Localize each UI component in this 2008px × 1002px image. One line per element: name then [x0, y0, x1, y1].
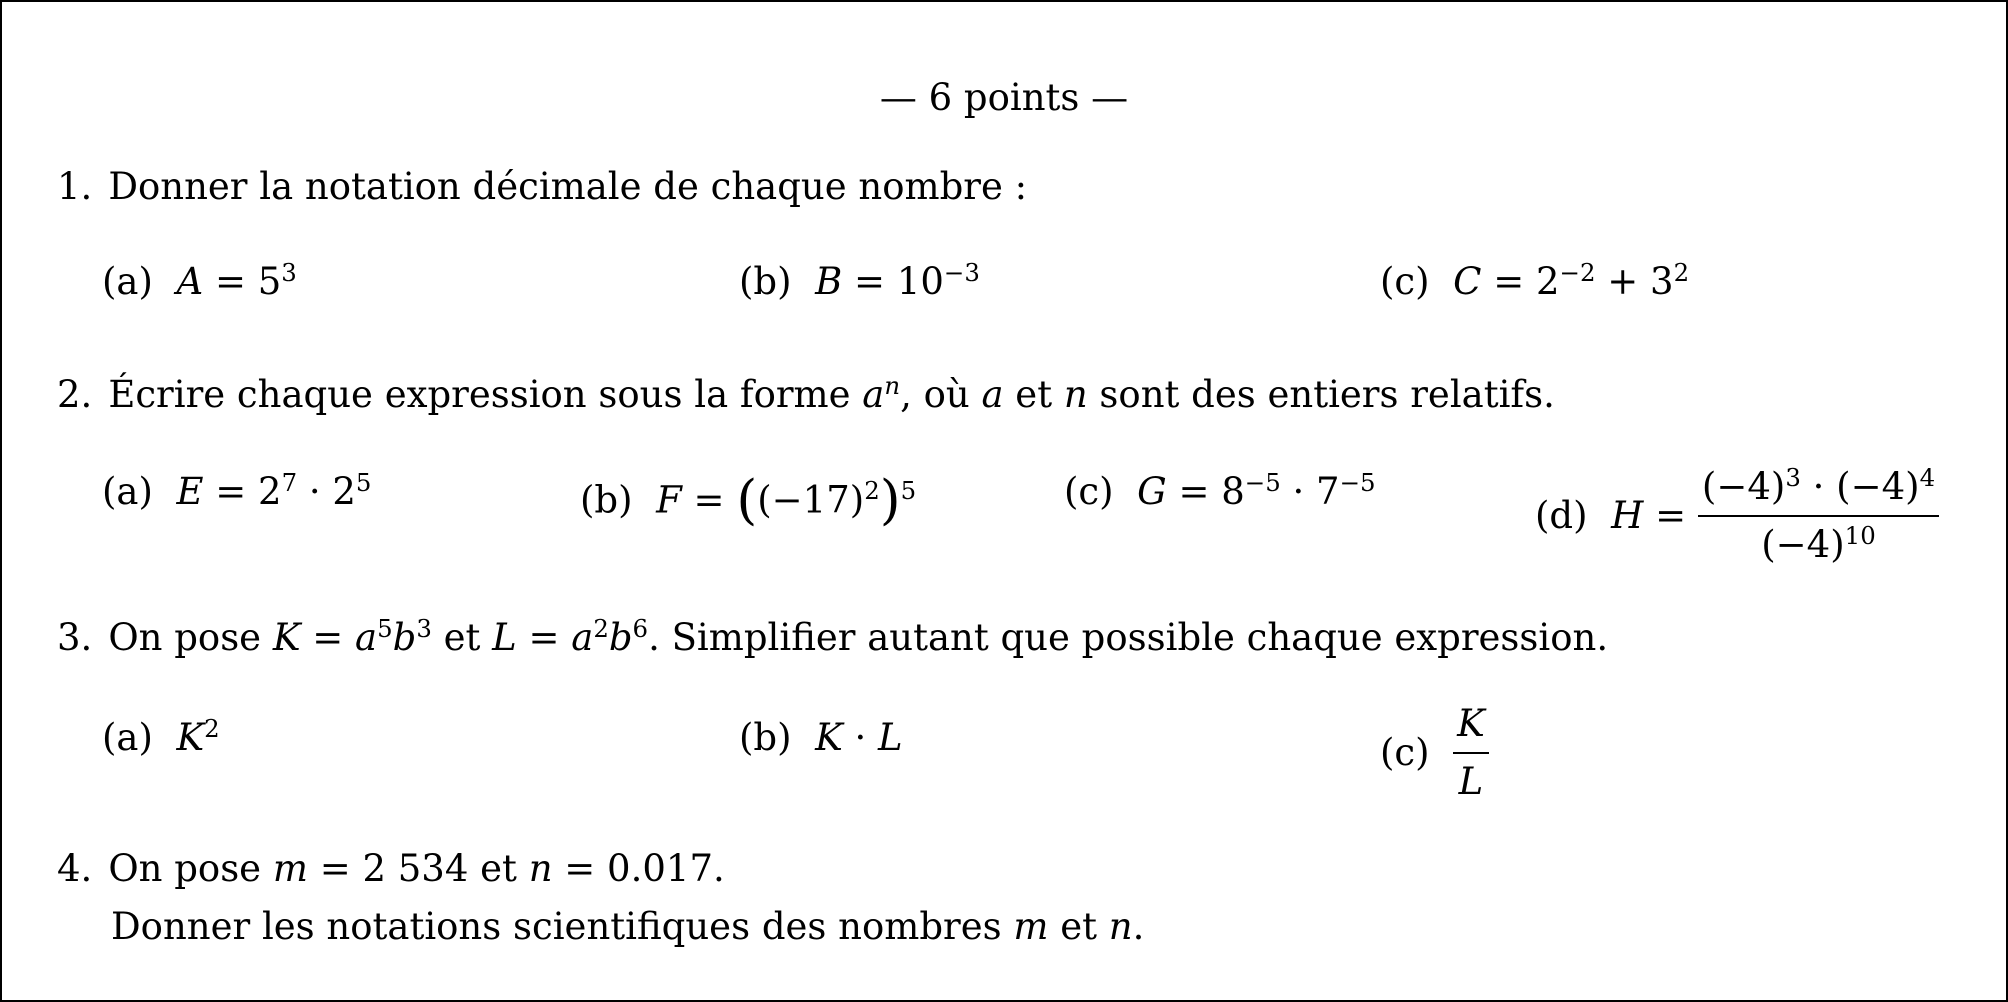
q1-item-b [739, 257, 980, 303]
question-4-line-2 [111, 905, 1145, 948]
q3-item-b [739, 716, 903, 759]
math-var: a [571, 616, 594, 659]
item-label: (a) [102, 716, 153, 759]
question-4-number: 4. [57, 847, 93, 890]
item-label: (c) [1064, 470, 1114, 513]
math-text: + 3 [1595, 260, 1674, 303]
math-var: b [392, 616, 417, 659]
q1-item-a [102, 257, 297, 303]
math-var: E [176, 470, 204, 513]
right-paren: ) [879, 468, 901, 531]
question-1 [57, 165, 1028, 208]
exponent: 3 [1785, 462, 1801, 492]
points-header: — 6 points — [879, 76, 1129, 119]
math-var: H [1611, 494, 1644, 538]
item-label: (a) [102, 470, 153, 513]
math-var: K [176, 716, 205, 759]
exponent: 2 [1673, 257, 1690, 287]
question-4-text: = 0.017. [552, 847, 725, 890]
question-3-text: On pose [108, 616, 273, 659]
q1-item-c [1380, 257, 1690, 303]
math-var: n [528, 847, 553, 890]
question-2-text: et [1003, 373, 1064, 416]
item-label: (b) [739, 716, 792, 759]
item-label: (d) [1535, 494, 1588, 538]
exponent: n [884, 370, 901, 400]
question-4-text: . [1132, 905, 1145, 948]
question-4-text: On pose [108, 847, 273, 890]
math-text: (−4) [1701, 465, 1786, 508]
math-var: m [1013, 905, 1049, 948]
math-var: a [981, 373, 1004, 416]
q2-item-c [1064, 467, 1376, 513]
exponent: 10 [1844, 520, 1876, 550]
q2-item-b [580, 468, 917, 531]
fraction-denominator [1698, 517, 1939, 567]
fraction-denominator: L [1458, 760, 1484, 804]
math-text: · 7 [1280, 470, 1340, 513]
math-text: = 2 [1481, 260, 1560, 303]
math-var: K [815, 716, 843, 759]
math-var: L [492, 616, 517, 659]
math-var: a [862, 373, 885, 416]
exponent: 6 [632, 613, 649, 643]
math-text: = [681, 478, 737, 522]
math-text: · (−4) [1800, 465, 1920, 508]
fraction-h [1698, 462, 1939, 568]
fraction-k-over-l [1453, 702, 1489, 805]
math-text: = [300, 616, 356, 659]
exponent: 3 [281, 257, 297, 287]
exponent: 7 [281, 467, 298, 497]
question-3 [57, 613, 1609, 659]
fraction-numerator [1698, 462, 1939, 517]
q3-item-a [102, 713, 220, 759]
math-var: F [656, 478, 682, 522]
math-var: a [355, 616, 378, 659]
exponent: 4 [1919, 462, 1936, 492]
math-text: = 5 [203, 260, 282, 303]
math-var: n [1063, 373, 1088, 416]
exponent: 5 [900, 476, 917, 506]
exponent: −2 [1559, 257, 1596, 287]
math-var: K [272, 616, 301, 659]
question-4-text: Donner les notations scientifiques des nombres [111, 905, 1014, 948]
item-label: (b) [739, 260, 792, 303]
exponent: −5 [1244, 467, 1281, 497]
question-2-text: , où [900, 373, 982, 416]
math-text: = 2 [203, 470, 282, 513]
question-4-text: = 2 534 et [307, 847, 529, 890]
item-label: (b) [580, 478, 633, 522]
math-text: (−4) [1761, 523, 1845, 567]
math-text: = 10 [842, 260, 944, 303]
exponent: 2 [593, 613, 609, 643]
math-text: · [842, 716, 879, 759]
math-var: B [815, 260, 843, 303]
math-text: · 2 [297, 470, 356, 513]
q3-item-c [1380, 702, 1489, 805]
math-text: (−17) [757, 478, 865, 522]
exponent: 2 [864, 476, 880, 506]
question-4-text: et [1048, 905, 1109, 948]
math-text: = 8 [1166, 470, 1245, 513]
question-2-number: 2. [57, 373, 93, 416]
math-var: A [176, 260, 204, 303]
question-4 [57, 847, 725, 890]
exponent: 5 [355, 467, 372, 497]
exponent: 2 [204, 713, 220, 743]
question-3-text: . Simplifier autant que possible chaque expression. [648, 616, 1609, 659]
exponent: 3 [416, 613, 432, 643]
item-label: (a) [102, 260, 153, 303]
math-var: L [878, 716, 903, 759]
exponent: −5 [1339, 467, 1376, 497]
exponent: −3 [943, 257, 980, 287]
item-label: (c) [1380, 260, 1430, 303]
question-1-number: 1. [57, 165, 93, 208]
question-3-text: et [431, 616, 493, 659]
q2-item-a [102, 467, 372, 513]
math-var: n [1108, 905, 1133, 948]
math-var: m [272, 847, 308, 890]
question-3-number: 3. [57, 616, 93, 659]
question-1-text: Donner la notation décimale de chaque nombre : [108, 165, 1028, 208]
question-2-text: sont des entiers relatifs. [1087, 373, 1555, 416]
math-text: = [1643, 494, 1698, 538]
question-2 [57, 370, 1555, 416]
math-var: b [608, 616, 633, 659]
exponent: 5 [377, 613, 393, 643]
math-var: G [1137, 470, 1167, 513]
math-var: C [1453, 260, 1482, 303]
left-paren: ( [736, 468, 758, 531]
q2-item-d [1535, 462, 1939, 568]
question-2-text: Écrire chaque expression sous la forme [108, 373, 863, 416]
fraction-numerator: K [1453, 702, 1489, 754]
math-text: = [516, 616, 572, 659]
item-label: (c) [1380, 731, 1430, 775]
